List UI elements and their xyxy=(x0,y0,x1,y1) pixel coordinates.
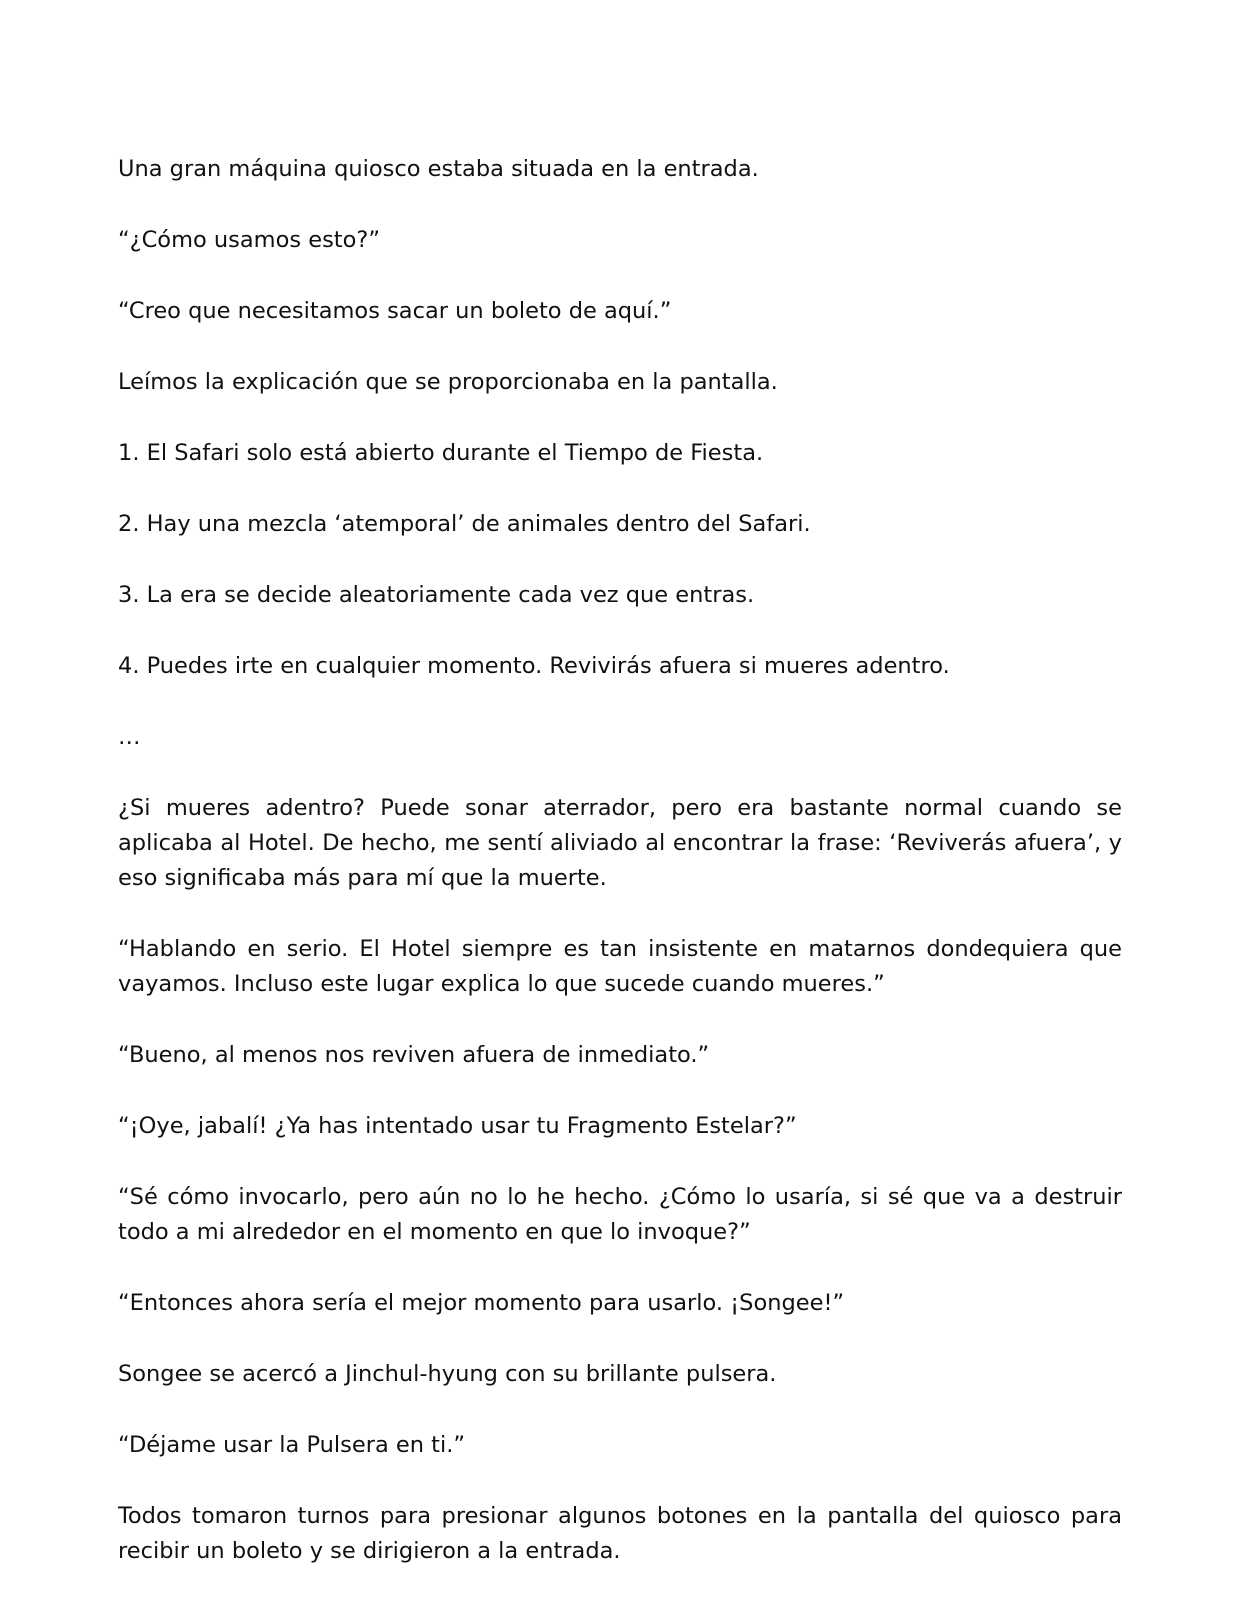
paragraph: Una gran máquina quiosco estaba situada en la entrada. xyxy=(118,156,759,182)
dialogue-paragraph: “¿Cómo usamos esto?” xyxy=(118,227,380,253)
paragraph: ¿Si mueres adentro? Puede sonar aterrador, pero era bastante normal cuando se aplicaba al Hotel. De hecho, me sentí aliviado al encontrar la frase: ‘Reviverás afuera’, y eso significaba más para mí que la muerte. xyxy=(118,795,1122,891)
document-body xyxy=(118,152,1122,1569)
list-item-1: 1. El Safari solo está abierto durante el Tiempo de Fiesta. xyxy=(118,440,764,466)
dialogue-paragraph: “Sé cómo invocarlo, pero aún no lo he hecho. ¿Cómo lo usaría, si sé que va a destruir todo a mi alrededor en el momento en que lo invoque?” xyxy=(118,1184,1122,1245)
dialogue-paragraph: “Hablando en serio. El Hotel siempre es tan insistente en matarnos dondequiera que vayamos. Incluso este lugar explica lo que sucede cuando mueres.” xyxy=(118,936,1122,997)
dialogue-paragraph: “Creo que necesitamos sacar un boleto de aquí.” xyxy=(118,298,672,324)
list-item-4: 4. Puedes irte en cualquier momento. Revivirás afuera si mueres adentro. xyxy=(118,653,950,679)
paragraph: Leímos la explicación que se proporcionaba en la pantalla. xyxy=(118,369,778,395)
dialogue-paragraph: “Entonces ahora sería el mejor momento para usarlo. ¡Songee!” xyxy=(118,1290,845,1316)
dialogue-paragraph: “Bueno, al menos nos reviven afuera de inmediato.” xyxy=(118,1042,710,1068)
list-item-2: 2. Hay una mezcla ‘atemporal’ de animales dentro del Safari. xyxy=(118,511,811,537)
paragraph: Todos tomaron turnos para presionar algunos botones en la pantalla del quiosco para recibir un boleto y se dirigieron a la entrada. xyxy=(118,1503,1122,1564)
dialogue-paragraph: “Déjame usar la Pulsera en ti.” xyxy=(118,1432,466,1458)
paragraph: Songee se acercó a Jinchul-hyung con su brillante pulsera. xyxy=(118,1361,777,1387)
dialogue-paragraph: “¡Oye, jabalí! ¿Ya has intentado usar tu Fragmento Estelar?” xyxy=(118,1113,797,1139)
ellipsis-paragraph: … xyxy=(118,724,141,750)
list-item-3: 3. La era se decide aleatoriamente cada vez que entras. xyxy=(118,582,755,608)
